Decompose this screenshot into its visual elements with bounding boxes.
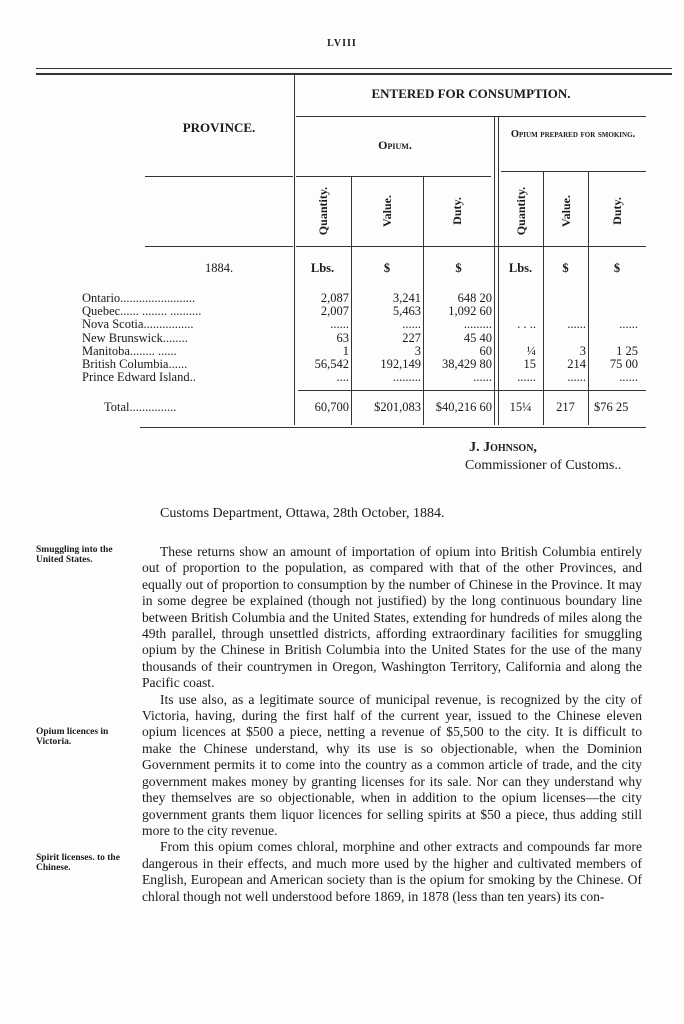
total-prepared-quantity: 15¼ — [509, 400, 532, 414]
total-opium-duty: $40,216 60 — [435, 400, 492, 414]
opium-value-header: Value. — [380, 195, 394, 227]
table-top-rule — [36, 68, 672, 69]
prepared-opium-group-header: Opium prepared for smoking. — [510, 129, 636, 140]
page-number: LVIII — [327, 38, 357, 49]
opium-quantity: 63 — [336, 330, 349, 345]
table-bottom-rule — [140, 427, 646, 428]
opium-value: 5,463 — [392, 304, 421, 319]
opium-quantity-header: Quantity. — [316, 186, 330, 236]
opium-quantity: 1 — [342, 343, 349, 358]
opium-value: ...... — [402, 317, 421, 332]
province-name: Quebec...... ........ .......... — [82, 305, 202, 319]
column-divider — [494, 117, 495, 425]
entered-for-consumption-header: ENTERED FOR CONSUMPTION. — [371, 86, 571, 101]
row-divider — [145, 246, 293, 247]
opium-duty: 45 40 — [463, 330, 492, 345]
unit-label: $ — [613, 261, 621, 275]
province-name: New Brunswick........ — [82, 331, 188, 345]
opium-value: 227 — [402, 330, 421, 345]
paragraph: From this opium comes chloral, morphine and other extracts and compounds far more dangerous in their effects, and much more used by the higher and cultivated members of English, European and American society than is the opium for smoking by the Chinese. Of chloral though not well understood before 1869, in 1878 (less than ten years) its con- — [142, 839, 642, 904]
prepared-value-header: Value. — [559, 195, 573, 227]
province-name: Nova Scotia................ — [82, 318, 194, 332]
province-name: Ontario........................ — [82, 292, 196, 305]
opium-quantity: 2,087 — [320, 291, 349, 305]
unit-label: Lbs. — [508, 261, 533, 275]
signature-initial: J. J — [469, 440, 491, 455]
province-name: British Columbia...... — [82, 358, 188, 371]
total-prepared-value: 217 — [556, 400, 575, 414]
dateline: Customs Department, Ottawa, 28th October, 1884. — [160, 506, 445, 521]
sidenote: Spirit licenses. to the Chinese. — [36, 853, 120, 873]
paragraph: These returns show an amount of importation of opium into British Columbia entirely out of proportion to the population, as compared with that of the other Provinces, and equally out of proportion to consumption by the number of Chinese in the Province. It may in some degree be explained (though not justified) by the long continuous boundary line between British Columbia and the United States, extending for hundreds of miles along the 49th parallel, through unsettled districts, affording extraordinary facilities for smuggling opium by the Chinese in British Columbia into the United States for the use of the many thousands of their countrymen in Oregon, Washington Territory, California and along the Pacific coast. — [142, 544, 642, 691]
opium-duty: 60 — [479, 343, 492, 358]
unit-label: $ — [455, 261, 462, 275]
opium-duty: 648 20 — [457, 291, 492, 305]
signature-surname: ohnson, — [490, 440, 537, 455]
prepared-duty: ...... — [619, 370, 638, 385]
opium-quantity: 56,542 — [314, 357, 349, 371]
province-name: Manitoba........ ...... — [82, 344, 177, 358]
prepared-value: ...... — [567, 317, 586, 332]
body-text — [142, 544, 642, 905]
opium-value: ......... — [392, 370, 421, 385]
row-divider — [501, 171, 646, 172]
opium-quantity: .... — [336, 370, 349, 385]
prepared-quantity: ...... — [517, 370, 536, 385]
total-opium-value: $201,083 — [374, 400, 421, 414]
opium-value: 192,149 — [380, 357, 421, 371]
total-opium-quantity: 60,700 — [314, 400, 349, 414]
province-name: Prince Edward Island.. — [82, 371, 196, 385]
row-divider — [296, 116, 646, 117]
unit-label: Lbs. — [310, 261, 335, 275]
opium-quantity: 2,007 — [320, 304, 349, 319]
sidenote: Smuggling into the United States. — [36, 545, 113, 565]
column-divider — [543, 172, 544, 425]
year-label: 1884. — [204, 261, 234, 275]
province-header: PROVINCE. — [182, 120, 256, 135]
table-top-rule-2 — [36, 73, 672, 75]
prepared-quantity: ¼ — [526, 343, 536, 358]
sidenote: Opium licences in Victoria. — [36, 727, 109, 747]
total-rule — [298, 390, 646, 391]
prepared-duty-header: Duty. — [610, 197, 624, 225]
prepared-value: 3 — [579, 343, 586, 358]
opium-duty: ......... — [463, 317, 492, 332]
prepared-value: ...... — [567, 370, 586, 385]
row-divider — [145, 176, 293, 177]
prepared-duty: 1 25 — [616, 343, 638, 358]
paragraph: Its use also, as a legitimate source of municipal revenue, is recognized by the city of Victoria, having, during the first half of the current year, issued to the Chinese eleven opium licences at $500 a piece, netting a revenue of $5,500 to the city. It is difficult to make the Chinese understand, why its use is so objectionable, when the Dominion Government permits it to come into the country as a common article of trade, and the city government makes money by granting licenses for its sale. Nor can they understand why they themselves are so objectionable, when in addition to the opium licenses—the city government grants them liquor licences for selling spirits at $50 a piece, thus adding still more to the city revenue. — [142, 691, 642, 838]
prepared-value: 214 — [567, 357, 586, 371]
prepared-quantity: 15 — [523, 357, 536, 371]
unit-label: $ — [383, 261, 391, 275]
prepared-duty: 75 00 — [609, 357, 638, 371]
opium-duty: 1,092 60 — [448, 304, 492, 319]
opium-value: 3,241 — [392, 291, 421, 305]
prepared-duty: ...... — [619, 317, 638, 332]
opium-duty: ...... — [473, 370, 492, 385]
signature-title: Commissioner of Customs.. — [465, 458, 622, 473]
prepared-quantity-header: Quantity. — [514, 186, 528, 236]
opium-duty: 38,429 80 — [442, 357, 492, 371]
total-prepared-duty: $76 25 — [594, 400, 629, 414]
opium-quantity: ...... — [330, 317, 349, 332]
row-divider — [296, 246, 646, 247]
unit-label: $ — [562, 261, 569, 275]
opium-group-header: Opium. — [378, 138, 412, 152]
opium-duty-header: Duty. — [450, 197, 464, 225]
column-divider — [588, 172, 589, 425]
prepared-quantity: . . .. — [517, 317, 536, 332]
opium-value: 3 — [414, 343, 421, 358]
signature-name — [400, 440, 606, 456]
total-label: Total............... — [104, 400, 177, 414]
